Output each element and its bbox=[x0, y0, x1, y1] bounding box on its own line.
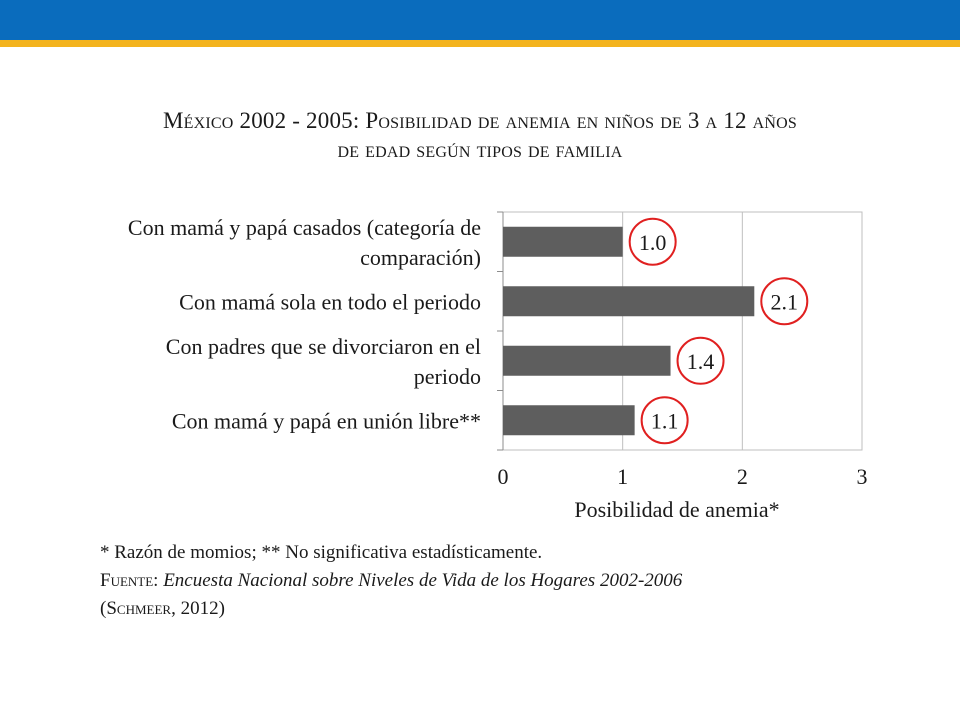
x-tick-label-1: 1 bbox=[617, 464, 629, 489]
citation-open: ( bbox=[100, 598, 107, 619]
x-tick-label-2: 2 bbox=[736, 464, 748, 489]
citation-year: , 2012) bbox=[171, 598, 225, 619]
data-label-3: 1.1 bbox=[650, 408, 679, 434]
data-label-1: 2.1 bbox=[770, 289, 799, 315]
footnote-odds-ratio: * Razón de momios; ** No significativa estadísticamente. bbox=[100, 542, 543, 563]
chart-title-line2: de edad según tipos de familia bbox=[337, 137, 623, 162]
footnote-source bbox=[100, 570, 682, 592]
data-label-0: 1.0 bbox=[638, 229, 667, 255]
citation-author: Schmeer bbox=[106, 598, 172, 619]
category-label-2-1: periodo bbox=[413, 363, 481, 389]
data-label-2: 1.4 bbox=[686, 348, 715, 374]
bar-2 bbox=[503, 346, 671, 376]
source-title: Encuesta Nacional sobre Niveles de Vida de los Hogares 2002-2006 bbox=[163, 570, 683, 591]
category-label-2-0: Con padres que se divorciaron en el bbox=[165, 333, 481, 359]
category-label-0-0: Con mamá y papá casados (categoría de bbox=[127, 214, 481, 240]
bar-1 bbox=[503, 286, 754, 316]
bar-0 bbox=[503, 227, 623, 257]
x-tick-label-3: 3 bbox=[856, 464, 868, 489]
category-label-3-0: Con mamá y papá en unión libre** bbox=[171, 408, 481, 434]
chart-title-line1: México 2002 - 2005: Posibilidad de anemia en niños de 3 a 12 años bbox=[163, 108, 797, 133]
bar-3 bbox=[503, 405, 635, 435]
x-tick-label-0: 0 bbox=[497, 464, 509, 489]
category-label-1-0: Con mamá sola en todo el periodo bbox=[179, 289, 481, 315]
x-axis-label: Posibilidad de anemia* bbox=[574, 497, 780, 522]
source-label: Fuente: bbox=[100, 570, 159, 591]
category-label-0-1: comparación) bbox=[360, 244, 481, 270]
footnote-citation bbox=[100, 598, 225, 620]
